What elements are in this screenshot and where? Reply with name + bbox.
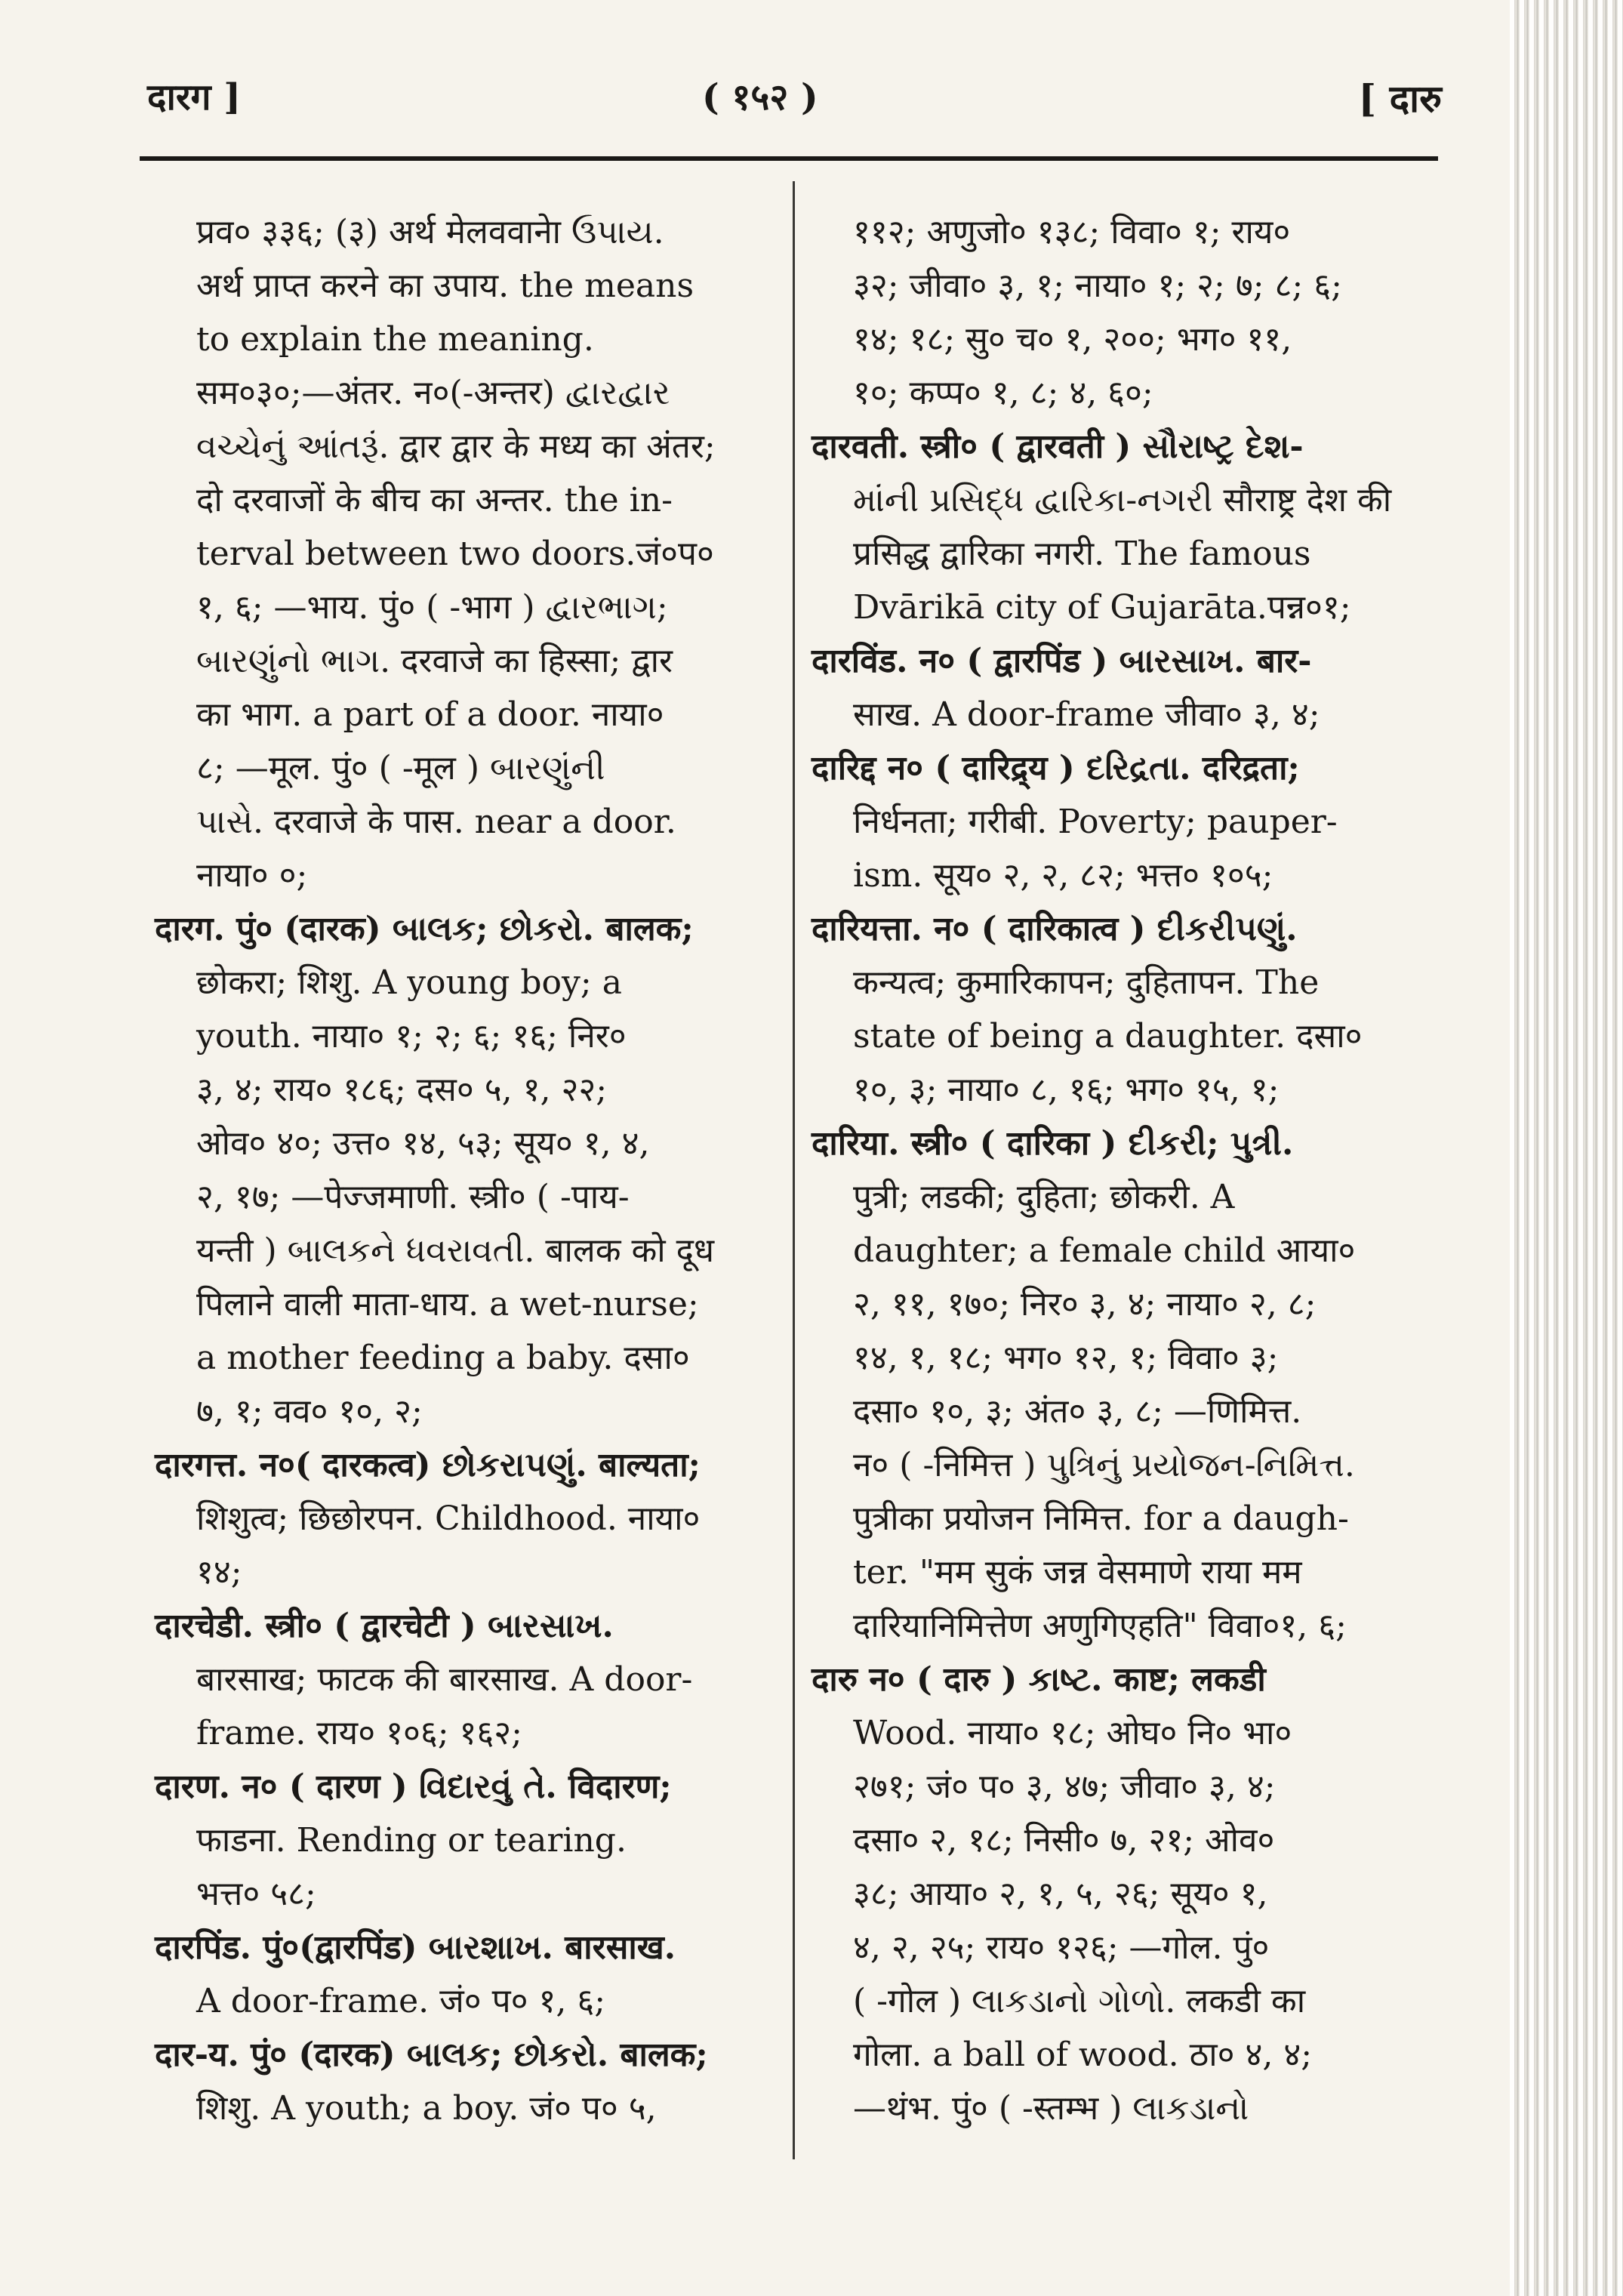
text-line: कन्यत्व; कुमारिकापन; दुहितापन. The	[853, 963, 1320, 1002]
text-line: ७, १; वव० १०, २;	[196, 1392, 423, 1431]
text-line: બારણુંનો ભાગ. दरवाजे का हिस्सा; द्वार	[196, 642, 673, 680]
text-line: २, १७; —पेज्जमाणी. स्त्री० ( -पाय-	[196, 1178, 630, 1216]
column-divider	[793, 181, 795, 2159]
text-line: अर्थ प्राप्त करने का उपाय. the means	[196, 267, 694, 305]
text-line: दसा० २, १८; निसी० ७, २१; ओव०	[853, 1821, 1275, 1860]
text-line: to explain the meaning.	[196, 320, 594, 359]
text-line: ३८; आया० २, १, ५, २६; सूय० १,	[853, 1875, 1268, 1913]
text-line: state of being a daughter. दसा०	[853, 1017, 1363, 1056]
text-line: ( -गोल ) લાકડાનો ગોળો. लकडी का	[853, 1982, 1306, 2020]
text-line: Wood. नाया० १८; ओघ० नि० भा०	[853, 1714, 1292, 1752]
text-line: —थंभ. पुं० ( -स्तम्भ ) લાકડાનો	[853, 2089, 1249, 2128]
text-line: a mother feeding a baby. दसा०	[196, 1339, 690, 1377]
text-line: दारचेडी. स्त्री० ( द्वारचेटी ) બારસાખ.	[155, 1607, 614, 1645]
text-line: २७१; जं० प० ३, ४७; जीवा० ३, ४;	[853, 1767, 1276, 1806]
page-header	[147, 72, 1442, 140]
page-number: ( १५२ )	[702, 76, 818, 119]
text-line: frame. राय० १०६; १६२;	[196, 1714, 522, 1752]
text-line: ३२; जीवा० ३, १; नाया० १; २; ७; ८; ६;	[853, 267, 1342, 305]
text-line: दारविंड. न० ( द्वारपिंड ) બારસાખ. बार-	[812, 642, 1312, 680]
text-line: सम०३०;—अंतर. न०(-अन्तर) દ્વારદ્વાર	[196, 374, 670, 412]
text-line: A door-frame. जं० प० १, ६;	[196, 1982, 606, 2020]
header-right-guideword: [ दारु	[1358, 76, 1442, 121]
text-line: यन्ती ) બાલકને ધવરાવતી. बालक को दूध	[196, 1231, 715, 1270]
text-line: दो दरवाजों के बीच का अन्तर. the in-	[196, 481, 673, 519]
text-line: ४, २, २५; राय० १२६; —गोल. पुं०	[853, 1928, 1270, 1967]
text-line: दार-य. पुं० (दारक) બાલક; છોકરો. बालक;	[155, 2036, 708, 2074]
text-line: પાસે. दरवाजे के पास. near a door.	[196, 803, 676, 841]
text-line: दारिद्द न० ( दारिद्र्य ) દરિદ્રતા. दरिद्रता;	[812, 749, 1300, 787]
text-line: दारण. न० ( दारण ) વિદારવું તે. विदारण;	[155, 1767, 672, 1806]
text-line: छोकरा; शिशु. A young boy; a	[196, 963, 622, 1002]
text-line: ter. "मम सुकं जन्न वेसमाणे राया मम	[853, 1553, 1302, 1592]
text-line: २, ११, १७०; निर० ३, ४; नाया० २, ८;	[853, 1285, 1317, 1324]
text-line: दारवती. स्त्री० ( द्वारवती ) સૌરાષ્ટ્ર દેશ-	[812, 427, 1304, 466]
text-line: ism. सूय० २, २, ८२; भत्त० १०५;	[853, 856, 1273, 895]
text-line: बारसाख; फाटक की बारसाख. A door-	[196, 1660, 693, 1699]
text-line: गोला. a ball of wood. ठा० ४, ४;	[853, 2036, 1313, 2074]
text-line: १४, १, १८; भग० १२, १; विवा० ३;	[853, 1339, 1279, 1377]
text-line: માંની પ્રસિદ્ધ દ્વારિકા-નગરી सौराष्ट्र देश की	[853, 481, 1392, 519]
text-line: ओव० ४०; उत्त० १४, ५३; सूय० १, ४,	[196, 1124, 650, 1163]
text-line: ११२; अणुजो० १३८; विवा० १; राय०	[853, 213, 1291, 251]
text-line: दारियानिमित्तेण अणुगिएहति" विवा०१, ६;	[853, 1607, 1347, 1645]
text-line: terval between two doors.जं०प०	[196, 535, 714, 573]
text-line: दसा० १०, ३; अंत० ३, ८; —णिमित्त.	[853, 1392, 1302, 1431]
text-line: निर्धनता; गरीबी. Poverty; pauper-	[853, 803, 1338, 841]
text-line: नाया० ०;	[196, 856, 308, 895]
text-line: भत्त० ५८;	[196, 1875, 316, 1913]
text-line: पिलाने वाली माता-धाय. a wet-nurse;	[196, 1285, 699, 1324]
text-line: ८; —मूल. पुं० ( -मूल ) બારણુંની	[196, 749, 605, 787]
text-line: शिशु. A youth; a boy. जं० प० ५,	[196, 2089, 657, 2128]
header-rule	[140, 156, 1438, 161]
text-line: વચ્ચેનું આંતરૂં. द्वार द्वार के मध्य का अंतर;	[196, 427, 716, 466]
text-line: १, ६; —भाय. पुं० ( -भाग ) દ્વારભાગ;	[196, 588, 668, 627]
text-line: का भाग. a part of a door. नाया०	[196, 695, 664, 734]
text-line: दारियत्ता. न० ( दारिकात्व ) દીકરીપણું.	[812, 910, 1298, 948]
text-line: ३, ४; राय० १८६; दस० ५, १, २२;	[196, 1071, 608, 1109]
text-line: न० ( -निमित्त ) પુત્રિનું પ્રયોજન-નિમિત્ત.	[853, 1446, 1355, 1484]
text-line: १४;	[196, 1553, 242, 1592]
text-line: १४; १८; सु० च० १, २००; भग० ११,	[853, 320, 1292, 359]
text-line: पुत्री; लडकी; दुहिता; छोकरी. A	[853, 1178, 1235, 1216]
text-line: दारु न० ( दारु ) કાષ્ટ. काष्ट; लकडी	[812, 1660, 1266, 1699]
page-edge-scan-border	[1510, 0, 1623, 2296]
text-line: दारपिंड. पुं०(द्वारपिंड) બારશાખ. बारसाख.	[155, 1928, 676, 1967]
text-line: youth. नाया० १; २; ६; १६; निर०	[196, 1017, 627, 1056]
text-line: दारगत्त. न०( दारकत्व) છોકરાપણું. बाल्यता;	[155, 1446, 701, 1484]
text-line: पुत्रीका प्रयोजन निमित्त. for a daugh-	[853, 1499, 1349, 1538]
text-line: शिशुत्व; छिछोरपन. Childhood. नाया०	[196, 1499, 701, 1538]
text-line: Dvārikā city of Gujarāta.पन्न०१;	[853, 588, 1351, 627]
text-line: दारग. पुं० (दारक) બાલક; છોકરો. बालक;	[155, 910, 694, 948]
text-line: १०; कप्प० १, ८; ४, ६०;	[853, 374, 1153, 412]
text-line: फाडना. Rending or tearing.	[196, 1821, 627, 1860]
text-line: साख. A door-frame जीवा० ३, ४;	[853, 695, 1320, 734]
text-line: १०, ३; नाया० ८, १६; भग० १५, १;	[853, 1071, 1280, 1109]
header-left-guideword: दारग ]	[147, 76, 241, 119]
text-line: प्रसिद्ध द्वारिका नगरी. The famous	[853, 535, 1311, 573]
text-line: प्रव० ३३६; (३) अर्थ मेलववानेा ઉપાય.	[196, 213, 664, 251]
text-line: daughter; a female child आया०	[853, 1231, 1356, 1270]
text-line: दारिया. स्त्री० ( दारिका ) દીકરી; પુત્રી.	[812, 1124, 1294, 1163]
